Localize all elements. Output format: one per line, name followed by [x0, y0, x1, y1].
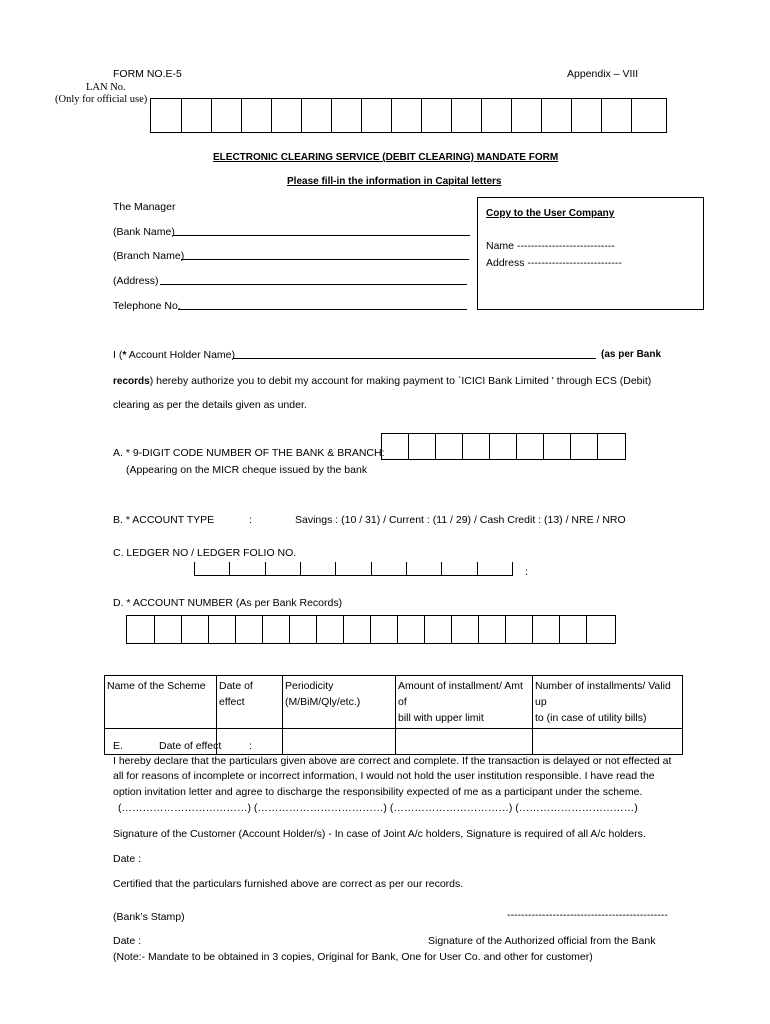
- periodicity-cell[interactable]: [283, 729, 396, 755]
- section-e-date-label: Date of effect: [159, 740, 222, 752]
- declaration-line2: all for reasons of incomplete or incorrect information, I would not hold the user institution responsible. I have read the: [113, 770, 655, 782]
- manager-label: The Manager: [113, 201, 176, 213]
- certified-statement: Certified that the particulars furnished above are correct as per our records.: [113, 878, 464, 890]
- address-label: (Address): [113, 275, 159, 287]
- lan-note: (Only for official use): [55, 94, 148, 105]
- account-number-boxes[interactable]: [126, 615, 616, 644]
- telephone-field[interactable]: [178, 309, 467, 310]
- telephone-label: Telephone No.: [113, 300, 181, 312]
- account-type-label: B. * ACCOUNT TYPE: [113, 514, 215, 526]
- authorization-text: ) hereby authorize you to debit my account for making payment to `ICICI Bank Limited ' through ECS (Debit): [149, 375, 652, 387]
- declaration-line1: I hereby declare that the particulars given above are correct and complete. If the transaction is delayed or not effected at: [113, 755, 672, 767]
- account-number-label: D. * ACCOUNT NUMBER (As per Bank Records): [113, 597, 343, 609]
- mandatory-star: *: [122, 349, 127, 361]
- authorization-line3: clearing as per the details given as under.: [113, 399, 307, 411]
- address-field[interactable]: [160, 284, 467, 285]
- account-holder-field[interactable]: [233, 358, 596, 359]
- authorization-line2: [113, 375, 658, 387]
- copy-box-title: Copy to the User Company: [486, 208, 615, 219]
- header-periodicity: Periodicity (M/BiM/Qly/etc.): [283, 676, 396, 729]
- appendix-label: Appendix – VIII: [567, 68, 639, 80]
- section-e-label: E.: [113, 740, 123, 752]
- header-scheme-name: Name of the Scheme: [105, 676, 217, 729]
- authorized-signature-label: Signature of the Authorized official from the Bank: [428, 935, 656, 947]
- branch-name-label: (Branch Name): [113, 250, 185, 262]
- table-header-row: [105, 676, 683, 729]
- branch-name-field[interactable]: [181, 259, 469, 260]
- section-e-colon: :: [249, 740, 252, 752]
- micr-note: (Appearing on the MICR cheque issued by the bank: [126, 464, 368, 476]
- copy-box-address[interactable]: Address ---------------------------: [486, 257, 622, 269]
- signature-note: Signature of the Customer (Account Holder/s) - In case of Joint A/c holders, Signature is required of all A/c holders.: [113, 828, 646, 840]
- customer-signature-lines[interactable]: (………………………………) (………………………………) (……………………………) (……………………………): [118, 802, 638, 814]
- header-installments: Number of installments/ Valid up to (in case of utility bills): [533, 676, 683, 729]
- header-amount: Amount of installment/ Amt of bill with upper limit: [396, 676, 533, 729]
- ledger-label: C. LEDGER NO / LEDGER FOLIO NO.: [113, 547, 297, 559]
- lan-label: LAN No.: [86, 82, 126, 93]
- form-subtitle: Please fill-in the information in Capital letters: [287, 176, 502, 187]
- copies-note: (Note:- Mandate to be obtained in 3 copies, Original for Bank, One for User Co. and other for customer): [113, 951, 593, 963]
- header-date-of-effect: Date of effect: [217, 676, 283, 729]
- ledger-colon: :: [525, 566, 528, 578]
- account-holder-label: Account Holder Name): [126, 349, 235, 361]
- ledger-boxes[interactable]: [194, 562, 513, 576]
- form-title: ELECTRONIC CLEARING SERVICE (DEBIT CLEARING) MANDATE FORM: [213, 152, 559, 163]
- lan-number-boxes[interactable]: [150, 98, 667, 133]
- installments-cell[interactable]: [533, 729, 683, 755]
- account-holder-line: [113, 349, 235, 361]
- bank-name-field[interactable]: [173, 235, 470, 236]
- authorized-signature-line[interactable]: ----------------------------------------------: [507, 909, 668, 921]
- copy-box-name[interactable]: Name ----------------------------: [486, 240, 615, 252]
- account-type-options[interactable]: Savings : (10 / 31) / Current : (11 / 29) / Cash Credit : (13) / NRE / NRO: [295, 514, 626, 526]
- date-label-2: Date :: [113, 935, 142, 947]
- auth-prefix: I (: [113, 349, 123, 361]
- records-label: records: [113, 376, 150, 387]
- micr-code-boxes[interactable]: [381, 433, 626, 460]
- as-per-bank: (as per Bank: [601, 349, 662, 360]
- declaration-line3: option invitation letter and agree to discharge the responsibility expected of me as a participant under the scheme.: [113, 786, 643, 798]
- date-label-1: Date :: [113, 853, 142, 865]
- bank-name-label: (Bank Name): [113, 226, 175, 238]
- micr-code-label: A. * 9-DIGIT CODE NUMBER OF THE BANK & BRANCH:: [113, 447, 385, 459]
- form-number: FORM NO.E-5: [113, 68, 182, 80]
- bank-stamp-label: (Bank’s Stamp): [113, 911, 185, 923]
- amount-cell[interactable]: [396, 729, 533, 755]
- account-type-colon: :: [249, 514, 252, 526]
